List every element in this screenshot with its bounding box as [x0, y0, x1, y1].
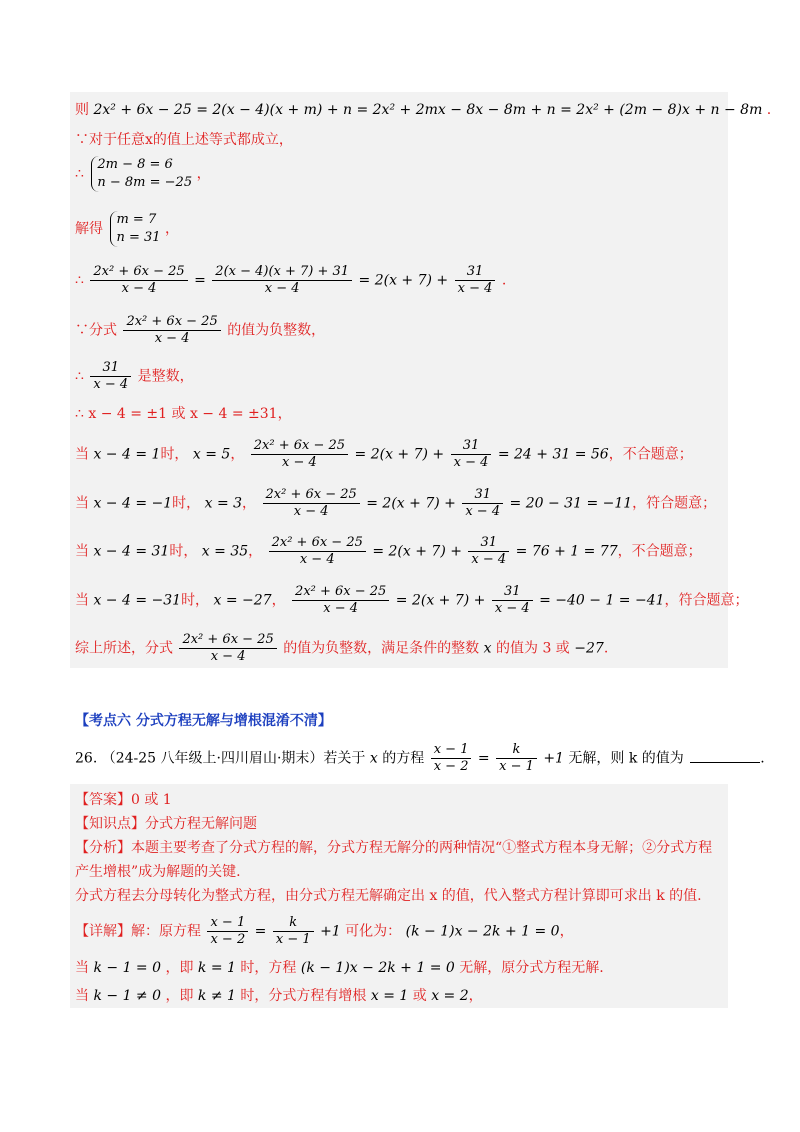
fraction: $\frac{31}{x - 4}$ — [462, 487, 503, 520]
section-title: 【考点六 分式方程无解与增根混淆不清】 — [75, 713, 332, 729]
case-row: 当 x − 4 = 31时， x = 35， $\frac{\text{2x² + 6x − 25}}{x - 4}$ = 2(x + 7) + $\frac{31}{x - 4}$ = 76 + 1 = 77，不合题意； — [75, 535, 702, 567]
analysis-line-2: 产生增根”成为解题的关键. — [75, 864, 241, 880]
line-negative-integer: ∵分式 $\frac{\text{2x² + 6x − 25}}{x - 4}$ 的值为负整数， — [75, 314, 326, 346]
line-decompose: ∴ $\frac{\text{2x² + 6x − 25}}{x - 4}$ = $\frac{2(x - 4)(x + 7) + 31}{x - 4}$ = 2(x + 7) + $\frac{31}{x - 4}$ . — [75, 264, 507, 296]
fraction: $\frac{\text{2x² + 6x − 25}}{x - 4}$ — [251, 438, 348, 471]
line-system2: 解得 m = 7 n = 31 ， — [75, 212, 179, 245]
fraction: $\frac{x - 1}{x - 2}$ — [431, 742, 472, 775]
fraction: $\frac{x - 1}{x - 2}$ — [207, 915, 248, 948]
case-row: 当 x − 4 = −1时， x = 3， $\frac{\text{2x² + 6x − 25}}{x - 4}$ = 2(x + 7) + $\frac{31}{x - 4}$ = 20 − 31 = −11，符合题意； — [75, 487, 717, 519]
fraction: $\frac{31}{x - 4}$ — [455, 264, 496, 297]
case-k-not-1: 当 k − 1 ≠ 0 ，即 k ≠ 1 时，分式方程有增根 x = 1 或 x = 2， — [75, 988, 483, 1004]
line-system1: ∴ 2m − 8 = 6 n − 8m = −25 ， — [75, 157, 211, 190]
system-brace-solution: m = 7 n = 31 — [110, 211, 160, 247]
case-k-equals-1: 当 k − 1 = 0 ，即 k = 1 时，方程 (k − 1)x − 2k + 1 = 0 无解，原分式方程无解. — [75, 960, 604, 976]
fraction: $\frac{31}{x - 4}$ — [451, 438, 492, 471]
case-row: 当 x − 4 = −31时， x = −27， $\frac{\text{2x² + 6x − 25}}{x - 4}$ = 2(x + 7) + $\frac{31}{x - 4}$ = −40 − 1 = −41，符合题意； — [75, 584, 749, 616]
line-expand: 则 2x² + 6x − 25 = 2(x − 4)(x + m) + n = 2x² + 2mx − 8x − 8m + n = 2x² + (2m − 8)x + n − 8m . — [75, 102, 772, 118]
fraction: $\frac{31}{x - 4}$ — [468, 535, 509, 568]
line-divisors: ∴ x − 4 = ±1 或 x − 4 = ±31， — [75, 406, 292, 422]
line-summary: 综上所述，分式 $\frac{\text{2x² + 6x − 25}}{x - 4}$ 的值为负整数，满足条件的整数 x 的值为 3 或 −27. — [75, 632, 609, 664]
fraction: $\frac{k}{x - 1}$ — [273, 915, 314, 948]
case-row: 当 x − 4 = 1时， x = 5， $\frac{\text{2x² + 6x − 25}}{x - 4}$ = 2(x + 7) + $\frac{31}{x - 4}$ = 24 + 31 = 56，不合题意； — [75, 438, 693, 470]
analysis-line-3: 分式方程去分母转化为整式方程，由分式方程无解确定出 x 的值，代入整式方程计算即可求出 k 的值. — [75, 888, 702, 904]
question-26: 26. （24-25 八年级上·四川眉山·期末）若关于 x 的方程 $\frac{x - 1}{x - 2}$ = $\frac{k}{x - 1}$ +1 无解，则 k 的值为 . — [75, 742, 765, 774]
fraction: $\frac{31}{x - 4}$ — [90, 360, 131, 393]
fraction: $\frac{31}{x - 4}$ — [492, 584, 533, 617]
fraction: $\frac{2(x - 4)(x + 7) + 31}{x - 4}$ — [212, 264, 352, 297]
analysis-line-1: 【分析】本题主要考查了分式方程的解，分式方程无解分的两种情况“①整式方程本身无解；②分式方程 — [75, 840, 713, 856]
fraction: $\frac{\text{2x² + 6x − 25}}{x - 4}$ — [123, 314, 220, 347]
fraction: $\frac{\text{2x² + 6x − 25}}{x - 4}$ — [292, 584, 389, 617]
fraction: $\frac{\text{2x² + 6x − 25}}{x - 4}$ — [90, 264, 187, 297]
fraction: $\frac{k}{x - 1}$ — [496, 742, 537, 775]
fraction: $\frac{\text{2x² + 6x − 25}}{x - 4}$ — [263, 487, 360, 520]
line-integer: ∴ $\frac{31}{x - 4}$ 是整数， — [75, 360, 194, 392]
line-identity: ∵对于任意x的值上述等式都成立， — [75, 132, 293, 148]
fraction: $\frac{\text{2x² + 6x − 25}}{x - 4}$ — [179, 632, 276, 665]
detail-line: 【详解】解：原方程 $\frac{x - 1}{x - 2}$ = $\frac{k}{x - 1}$ +1 可化为： (k − 1)x − 2k + 1 = 0， — [75, 915, 574, 947]
knowledge-point-line: 【知识点】分式方程无解问题 — [75, 816, 257, 832]
answer-line: 【答案】0 或 1 — [75, 792, 172, 808]
system-brace: 2m − 8 = 6 n − 8m = −25 — [91, 156, 192, 192]
fraction: $\frac{\text{2x² + 6x − 25}}{x - 4}$ — [269, 535, 366, 568]
answer-blank — [690, 762, 760, 763]
